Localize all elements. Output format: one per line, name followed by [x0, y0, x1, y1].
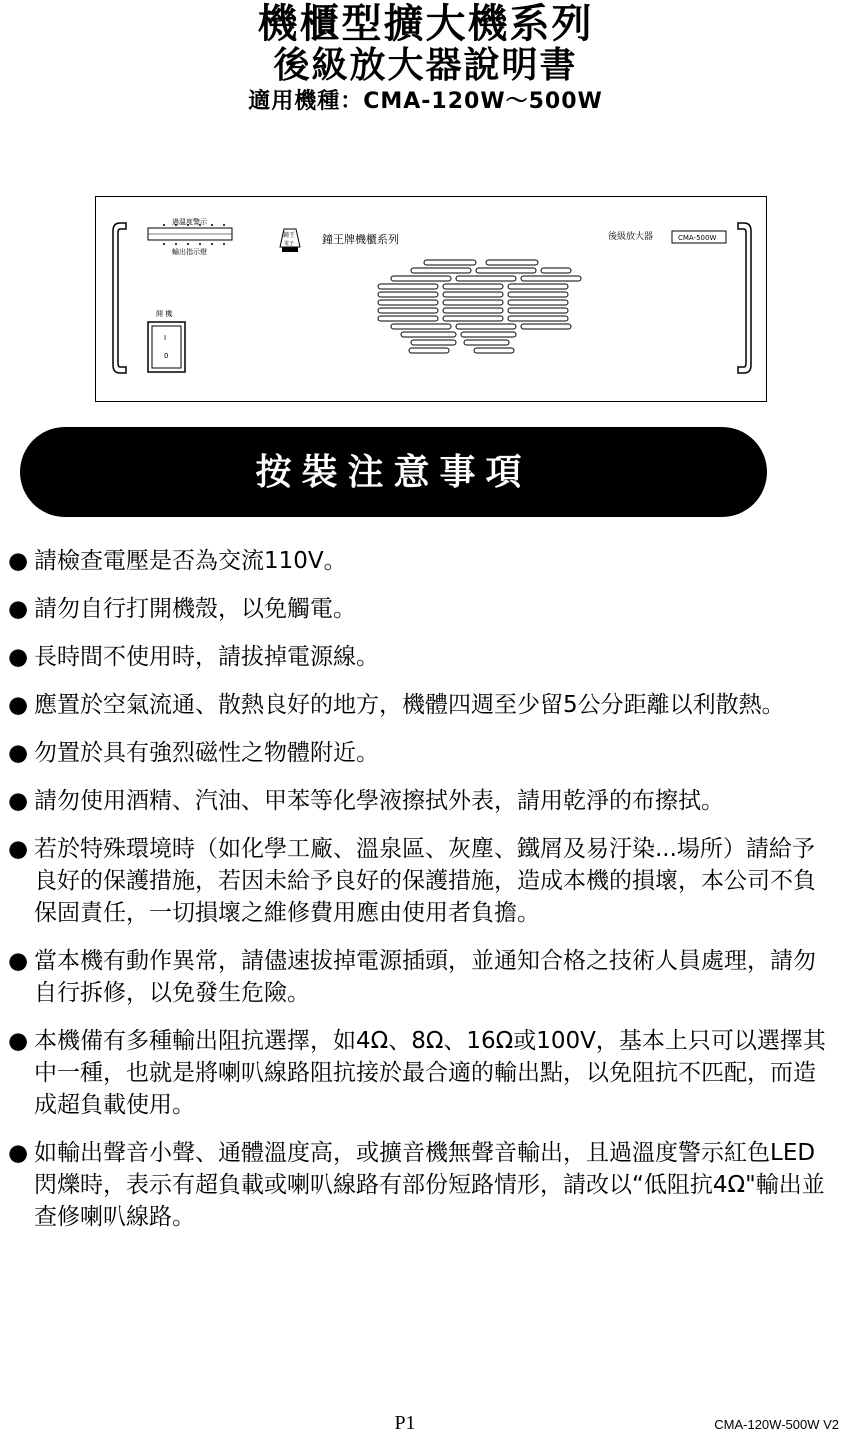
power-label: 開 機: [156, 310, 173, 318]
note-text: 本機備有多種輸出阻抗選擇，如4Ω、8Ω、16Ω或100V，基本上只可以選擇其中一種，也就是將喇叭線路阻抗接於最合適的輸出點，以免阻抗不匹配，而造成超負載使用。: [34, 1028, 826, 1118]
panel-drawing: [96, 197, 768, 403]
applicable-models: 適用機種：CMA-120W～500W: [248, 89, 603, 114]
note-text: 如輸出聲音小聲、通體溫度高，或擴音機無聲音輸出，且過溫度警示紅色LED閃爍時，表示有超負載或喇叭線路有部份短路情形，請改以“低阻抗4Ω"輸出並查修喇叭線路。: [34, 1140, 825, 1230]
list-item: [8, 593, 830, 625]
note-text: 勿置於具有強烈磁性之物體附近。: [34, 740, 379, 766]
product-name: 後級放大器: [608, 232, 654, 242]
page-title-line2: 後級放大器說明書: [273, 45, 578, 86]
power-switch-icon: [148, 322, 185, 372]
list-item: [8, 545, 830, 577]
page-number: P1: [394, 1412, 416, 1434]
bullet-icon: ●: [8, 836, 29, 862]
note-text: 請勿自行打開機殼，以免觸電。: [34, 596, 356, 622]
led-indicator-icon: [148, 224, 232, 245]
list-item: [8, 737, 830, 769]
switch-on-mark: I: [164, 334, 167, 342]
bullet-icon: ●: [8, 740, 29, 766]
logo-text-bottom: 電子: [284, 241, 295, 247]
section-title: 按裝注意事項: [255, 451, 532, 493]
speaker-grille-icon: [378, 260, 581, 353]
bullet-icon: ●: [8, 596, 29, 622]
note-text: 長時間不使用時，請拔掉電源線。: [34, 644, 379, 670]
list-item: [8, 785, 830, 817]
bullet-icon: ●: [8, 644, 29, 670]
list-item: [8, 689, 830, 721]
model-version: CMA-120W-500W V2: [714, 1417, 839, 1432]
note-text: 當本機有動作異常，請儘速拔掉電源插頭，並通知合格之技術人員處理，請勿自行拆修，以免發生危險。: [34, 948, 816, 1006]
bullet-icon: ●: [8, 788, 29, 814]
installation-notes-list: [8, 545, 830, 1249]
bullet-icon: ●: [8, 548, 29, 574]
list-item: [8, 945, 830, 1009]
note-text: 應置於空氣流通、散熱良好的地方，機體四週至少留5公分距離以利散熱。: [34, 692, 785, 718]
list-item: [8, 641, 830, 673]
note-text: 若於特殊環境時（如化學工廠、溫泉區、灰塵、鐵屑及易汙染...場所）請給予良好的保護措施，若因未給予良好的保護措施，造成本機的損壞，本公司不負保固責任，一切損壞之維修費用應由使用者負擔。: [34, 836, 816, 926]
note-text: 請勿使用酒精、汽油、甲苯等化學液擦拭外表，請用乾淨的布擦拭。: [34, 788, 724, 814]
note-text: 請檢查電壓是否為交流110V。: [34, 548, 347, 574]
logo-text-top: 鐘王: [283, 232, 296, 239]
bullet-icon: ●: [8, 1028, 29, 1054]
list-item: [8, 1137, 830, 1233]
left-handle-icon: [113, 223, 126, 373]
right-handle-icon: [738, 223, 751, 373]
list-item: [8, 833, 830, 929]
brand-name: 鐘王牌機櫃系列: [322, 233, 399, 246]
section-banner: [20, 427, 767, 517]
switch-off-mark: 0: [164, 352, 169, 360]
list-item: [8, 1025, 830, 1121]
overtemp-label: 過溫度警示: [172, 218, 207, 226]
amplifier-front-panel: [95, 196, 767, 402]
bullet-icon: ●: [8, 692, 29, 718]
bullet-icon: ●: [8, 1140, 29, 1166]
output-indicator-label: 輸出指示燈: [172, 248, 207, 256]
model-label: CMA-500W: [678, 234, 717, 242]
bullet-icon: ●: [8, 948, 29, 974]
page-title-line1: 機櫃型擴大機系列: [257, 1, 594, 47]
